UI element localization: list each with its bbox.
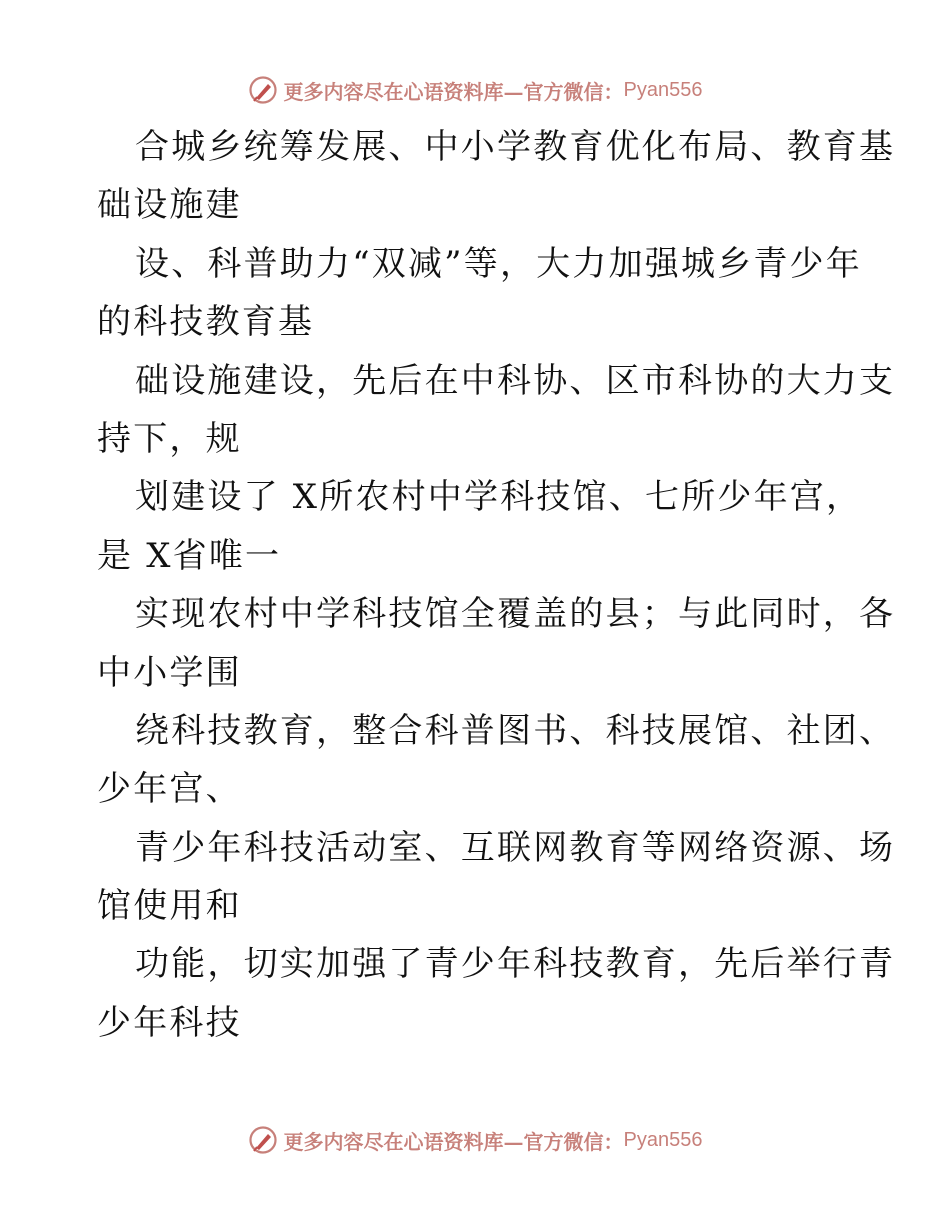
text-line: 设、科普助力“双减”等，大力加强城乡青少年 <box>135 243 862 284</box>
text-line: 绕科技教育，整合科普图书、科技展馆、社团、 <box>135 710 896 751</box>
footer-watermark <box>0 1120 950 1160</box>
text-line: 实现农村中学科技馆全覆盖的县；与此同时，各 <box>135 594 896 635</box>
text-line: 持下，规 <box>97 418 242 459</box>
text-line: 功能，切实加强了青少年科技教育，先后举行青 <box>135 944 896 985</box>
header-watermark <box>0 70 950 110</box>
text-line: 划建设了 X所农村中学科技馆、七所少年宫， <box>135 477 863 518</box>
text-line: 础设施建 <box>97 185 242 226</box>
quill-logo-icon <box>248 75 278 105</box>
text-line: 中小学围 <box>97 652 242 693</box>
text-line: 的科技教育基 <box>97 302 315 343</box>
quill-logo-icon <box>248 1125 278 1155</box>
text-line: 少年科技 <box>97 1002 242 1043</box>
text-line: 馆使用和 <box>97 886 242 927</box>
text-line: 是 X省唯一 <box>97 535 282 576</box>
text-line: 合城乡统筹发展、中小学教育优化布局、教育基 <box>135 127 896 167</box>
header-watermark-id: Pyan556 <box>623 78 703 101</box>
footer-watermark-text: 更多内容尽在心语资料库—官方微信： <box>283 1129 624 1154</box>
document-body <box>97 118 896 1052</box>
header-watermark-text: 更多内容尽在心语资料库—官方微信： <box>283 79 624 104</box>
text-line: 少年宫、 <box>97 769 242 810</box>
text-line: 础设施建设，先后在中科协、区市科协的大力支 <box>135 360 896 401</box>
footer-watermark-id: Pyan556 <box>623 1128 703 1151</box>
text-line: 青少年科技活动室、互联网教育等网络资源、场 <box>135 827 896 868</box>
